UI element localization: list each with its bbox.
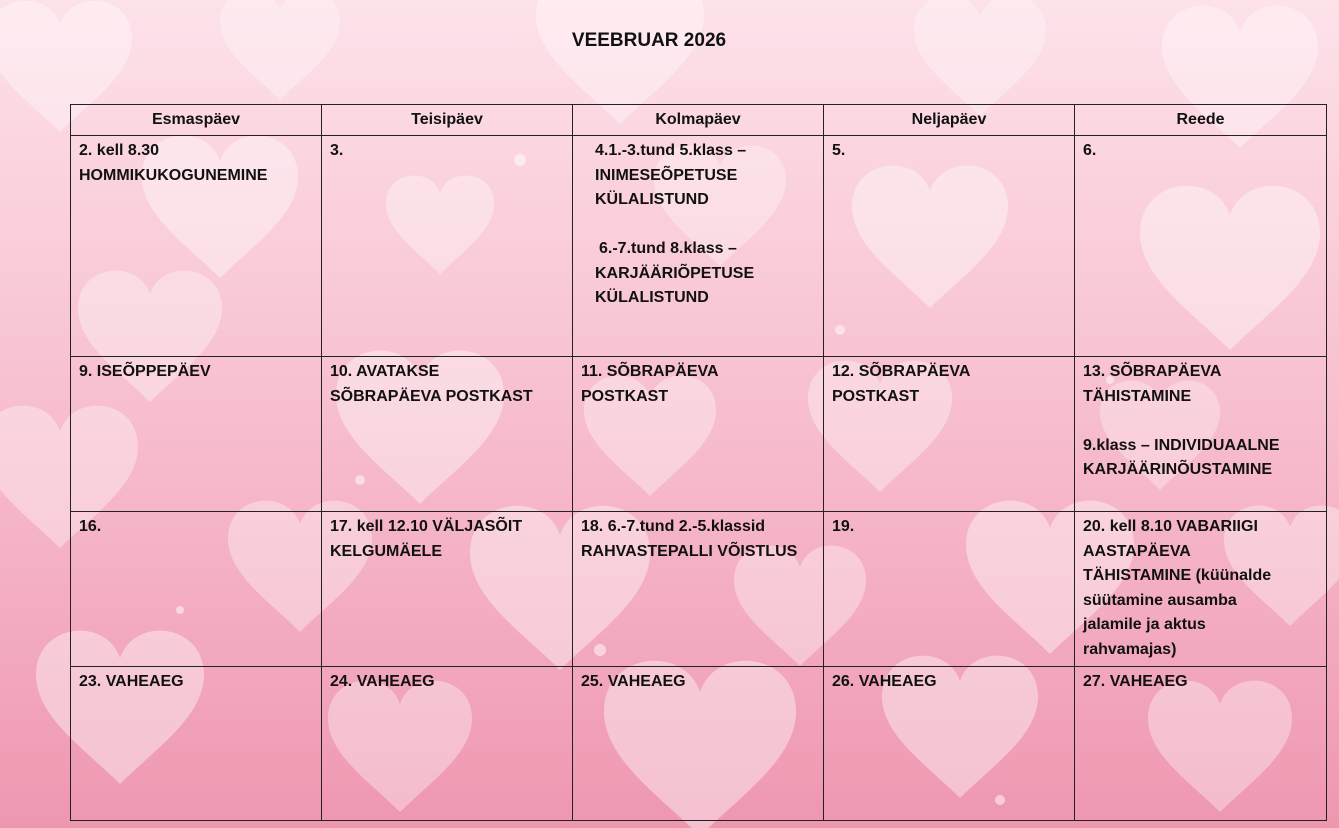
day-text: 9. ISEÕPPEPÄEV (79, 363, 211, 380)
day-text: POSTKAST (581, 387, 669, 405)
day-text: 2. kell 8.30 (79, 142, 160, 159)
day-text: rahvamajas) (1083, 640, 1177, 658)
day-cell (824, 512, 1075, 667)
day-cell (71, 136, 322, 357)
calendar-table (70, 104, 1327, 821)
day-cell (573, 667, 824, 821)
day-text: 17. kell 12.10 VÄLJASÕIT (330, 518, 523, 535)
day-text: 26. VAHEAEG (832, 673, 937, 690)
day-cell (573, 136, 824, 357)
day-text: 18. 6.-7.tund 2.-5.klassid (581, 518, 766, 535)
day-text: jalamile ja aktus (1083, 616, 1206, 633)
day-text: KÜLALISTUND (595, 289, 709, 306)
day-text: 24. VAHEAEG (330, 673, 435, 690)
day-cell (573, 512, 824, 667)
day-text: 5. (832, 142, 846, 159)
week-row-3 (71, 512, 1327, 667)
weekday-monday: Esmaspäev (71, 105, 322, 136)
line-gap (1083, 409, 1318, 434)
weekday-tuesday: Teisipäev (322, 105, 573, 136)
day-text: 6. (1083, 142, 1097, 159)
week-row-1 (71, 136, 1327, 357)
day-text: RAHVASTEPALLI VÕISTLUS (581, 542, 798, 560)
day-cell (573, 357, 824, 512)
day-cell (824, 136, 1075, 357)
line-gap (581, 213, 815, 238)
day-text: 19. (832, 518, 855, 535)
day-text: POSTKAST (832, 387, 920, 405)
day-text: 20. kell 8.10 VABARIIGI (1083, 518, 1258, 535)
day-cell (322, 136, 573, 357)
day-text: 13. SÕBRAPÄEVA (1083, 363, 1222, 380)
weekday-friday: Reede (1075, 105, 1327, 136)
week-row-4 (71, 667, 1327, 821)
day-text: SÕBRAPÄEVA POSTKAST (330, 387, 533, 405)
day-text: 10. AVATAKSE (330, 363, 440, 380)
day-cell (71, 667, 322, 821)
week-row-2 (71, 357, 1327, 512)
day-cell (824, 667, 1075, 821)
day-cell (824, 357, 1075, 512)
calendar-title: VEEBRUAR 2026 (571, 30, 727, 51)
day-text: TÄHISTAMINE (küünalde (1083, 567, 1272, 584)
day-cell (71, 357, 322, 512)
day-text: AASTAPÄEVA (1083, 542, 1191, 560)
day-text: 25. VAHEAEG (581, 673, 686, 690)
day-text: 23. VAHEAEG (79, 673, 184, 690)
day-text: 16. (79, 518, 102, 535)
day-cell (1075, 136, 1327, 357)
day-text: 3. (330, 142, 344, 159)
weekday-thursday: Neljapäev (824, 105, 1075, 136)
day-text: HOMMIKUKOGUNEMINE (79, 166, 268, 184)
day-cell (71, 512, 322, 667)
day-text: süütamine ausamba (1083, 591, 1237, 609)
day-text: KARJÄÄRINÕUSTAMINE (1083, 461, 1273, 478)
day-cell (322, 667, 573, 821)
day-cell (1075, 667, 1327, 821)
day-text: KELGUMÄELE (330, 542, 442, 560)
day-text: 6.-7.tund 8.klass – (599, 240, 737, 257)
day-text: INIMESEÕPETUSE (595, 166, 738, 184)
day-cell (322, 512, 573, 667)
day-cell (322, 357, 573, 512)
day-cell (1075, 357, 1327, 512)
day-text: TÄHISTAMINE (1083, 387, 1192, 405)
day-text: 27. VAHEAEG (1083, 673, 1188, 690)
weekday-header-row (71, 105, 1327, 136)
day-text: 12. SÕBRAPÄEVA (832, 363, 971, 380)
weekday-wednesday: Kolmapäev (573, 105, 824, 136)
day-text: KÜLALISTUND (595, 191, 709, 208)
day-text: 11. SÕBRAPÄEVA (581, 363, 719, 380)
day-cell (1075, 512, 1327, 667)
day-text: 4.1.-3.tund 5.klass – (595, 142, 747, 159)
day-text: KARJÄÄRIÕPETUSE (595, 264, 755, 282)
day-text: 9.klass – INDIVIDUAALNE (1083, 436, 1280, 454)
